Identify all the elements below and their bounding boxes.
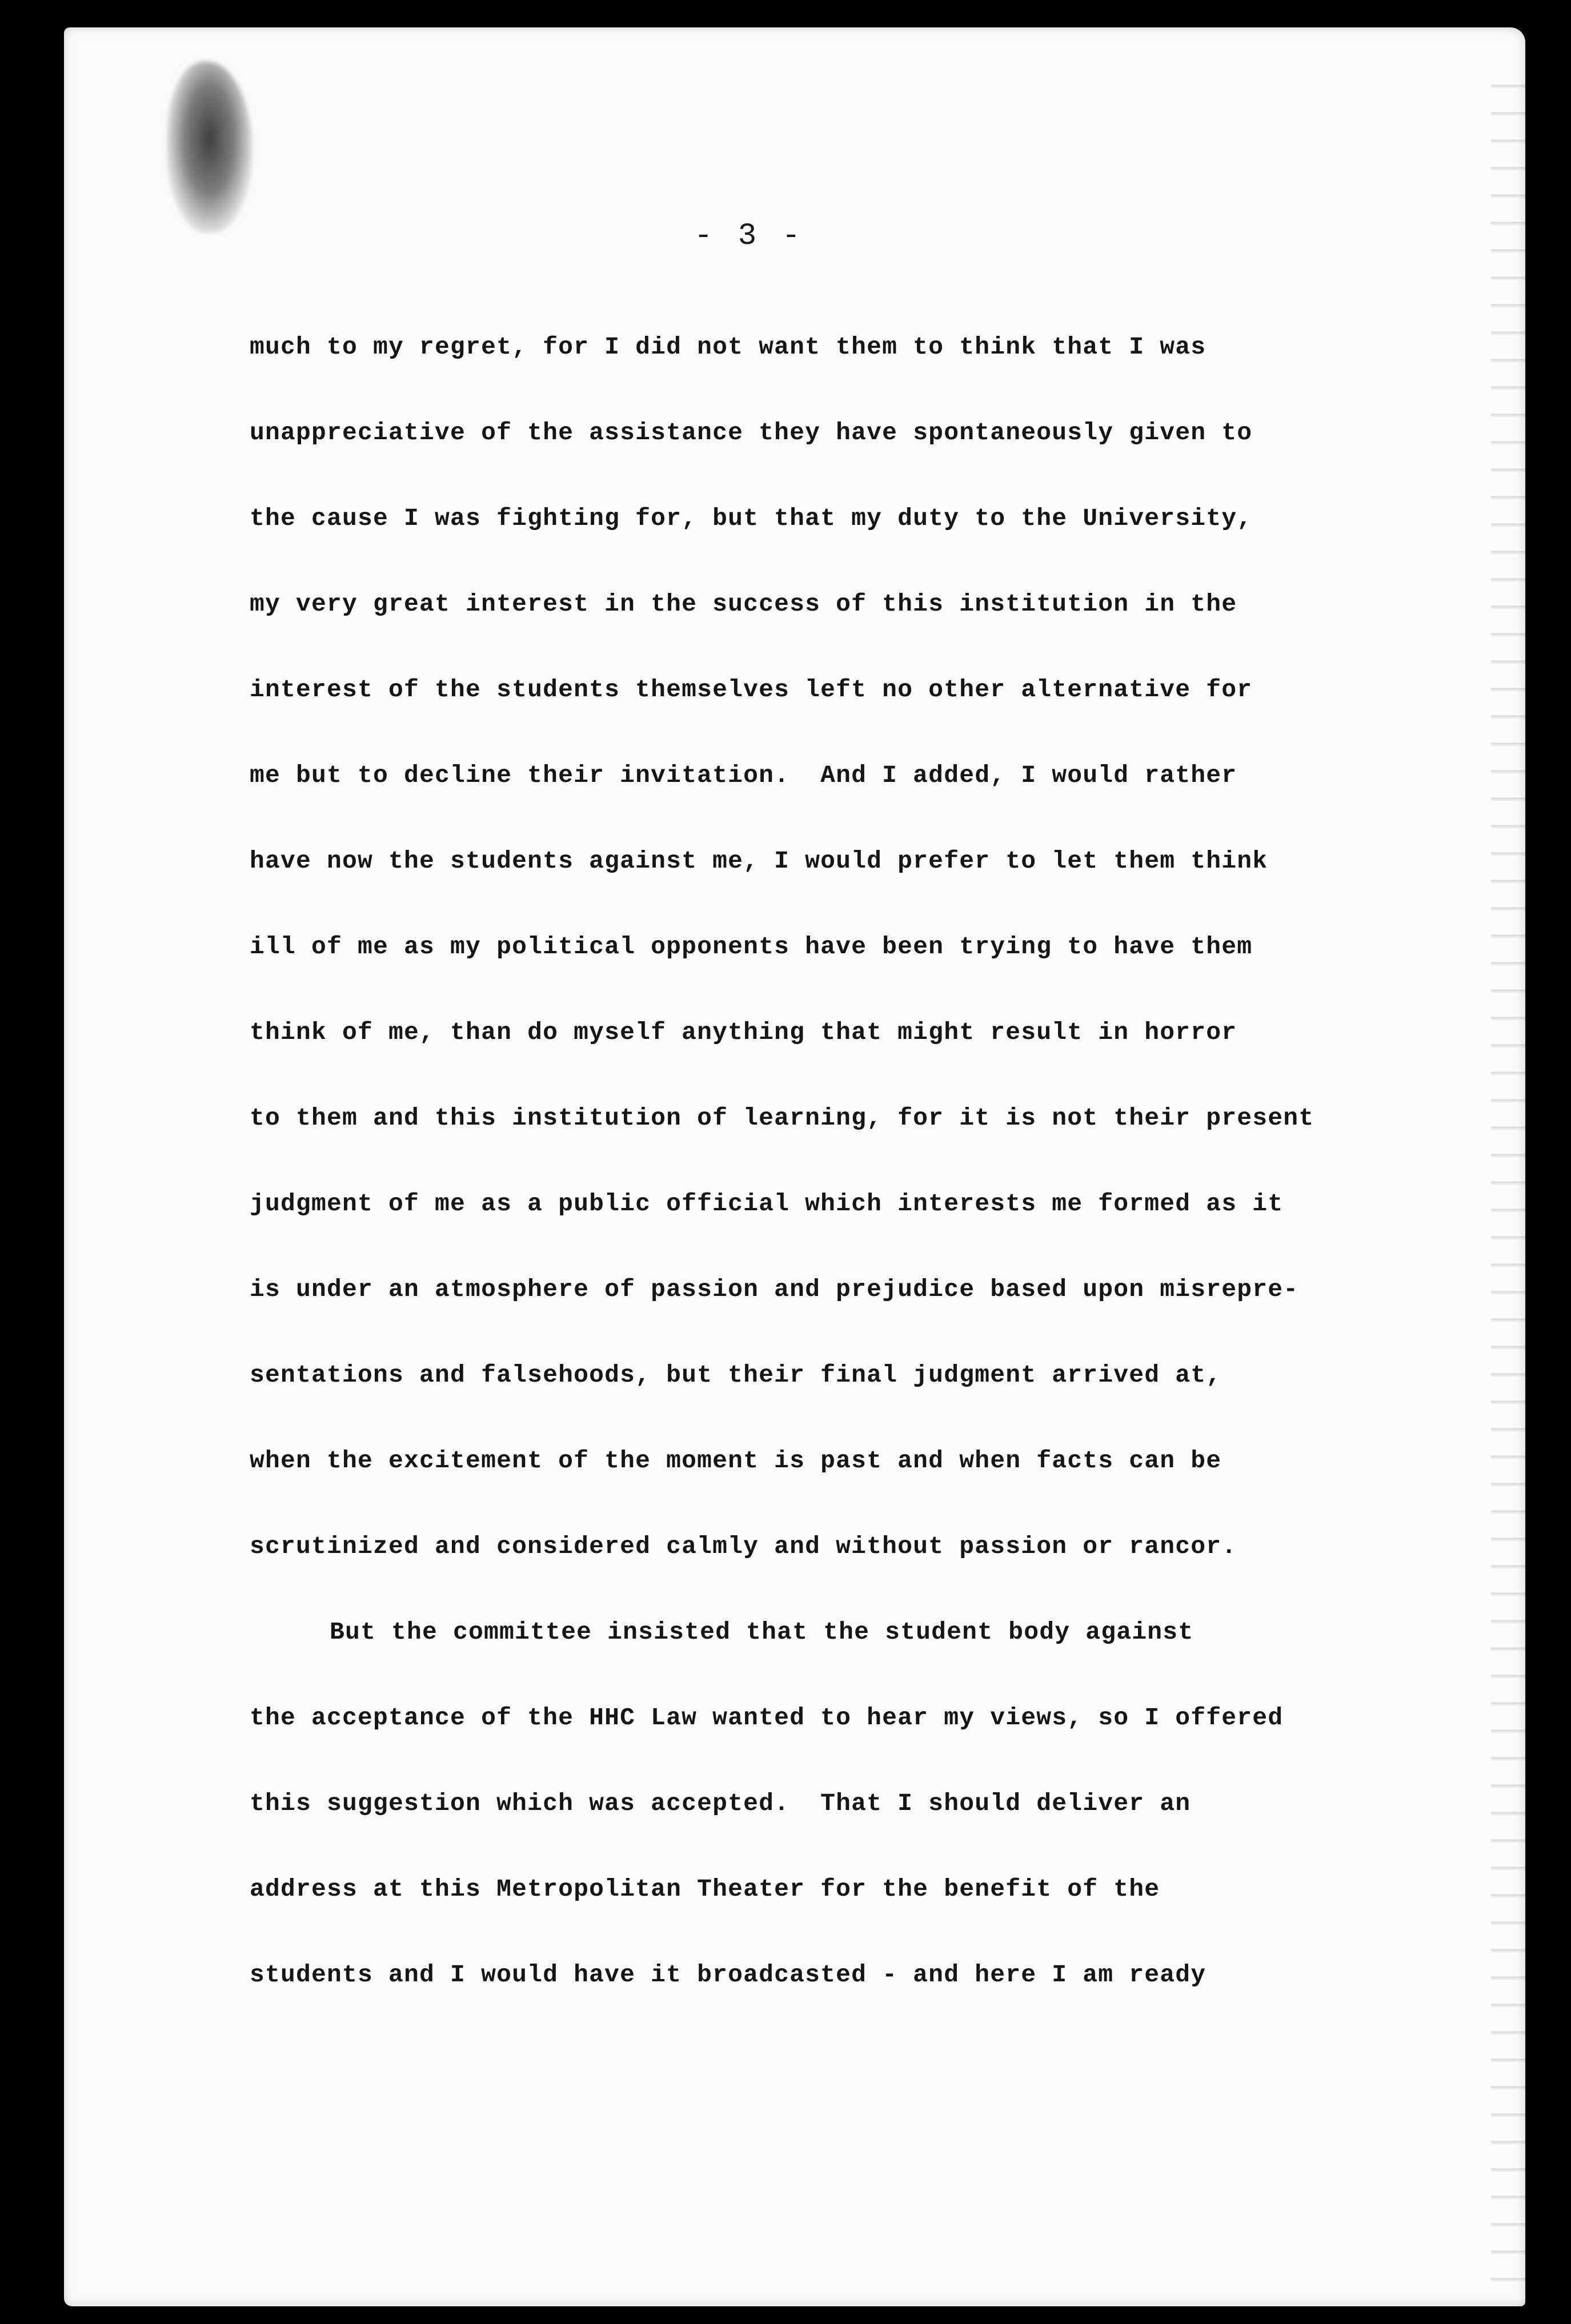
- ink-smudge: [167, 62, 253, 233]
- text-line: much to my regret, for I did not want them to think that I was: [250, 333, 1207, 361]
- text-line: this suggestion which was accepted. That I should deliver an: [250, 1789, 1191, 1817]
- text-line: my very great interest in the success of this institution in the: [250, 590, 1237, 618]
- page-number: - 3 -: [694, 219, 804, 254]
- text-line: students and I would have it broadcasted - and here I am ready: [250, 1961, 1207, 1989]
- text-line: judgment of me as a public official which interests me formed as it: [250, 1190, 1284, 1218]
- text-line: unappreciative of the assistance they have spontaneously given to: [250, 419, 1253, 447]
- text-line: is under an atmosphere of passion and prejudice based upon misrepre-: [250, 1275, 1299, 1303]
- text-line: address at this Metropolitan Theater for the benefit of the: [250, 1875, 1160, 1903]
- text-line: ill of me as my political opponents have been trying to have them: [250, 933, 1253, 961]
- text-line: have now the students against me, I would prefer to let them think: [250, 847, 1268, 875]
- text-line: scrutinized and considered calmly and without passion or rancor.: [250, 1532, 1237, 1560]
- text-line: think of me, than do myself anything that might result in horror: [250, 1018, 1237, 1046]
- text-line: when the excitement of the moment is past and when facts can be: [250, 1447, 1222, 1475]
- text-line: sentations and falsehoods, but their final judgment arrived at,: [250, 1361, 1222, 1389]
- text-line: to them and this institution of learning, for it is not their present: [250, 1104, 1314, 1132]
- page-edge-shadow: [1491, 62, 1525, 2289]
- body-text: [250, 304, 1466, 2018]
- document-page: [64, 27, 1525, 2306]
- text-line: interest of the students themselves left no other alternative for: [250, 676, 1253, 704]
- text-line: the cause I was fighting for, but that my duty to the University,: [250, 504, 1253, 532]
- text-line: the acceptance of the HHC Law wanted to hear my views, so I offered: [250, 1704, 1284, 1732]
- text-line: me but to decline their invitation. And I added, I would rather: [250, 761, 1237, 789]
- text-line-paragraph-start: But the committee insisted that the student body against: [330, 1618, 1194, 1646]
